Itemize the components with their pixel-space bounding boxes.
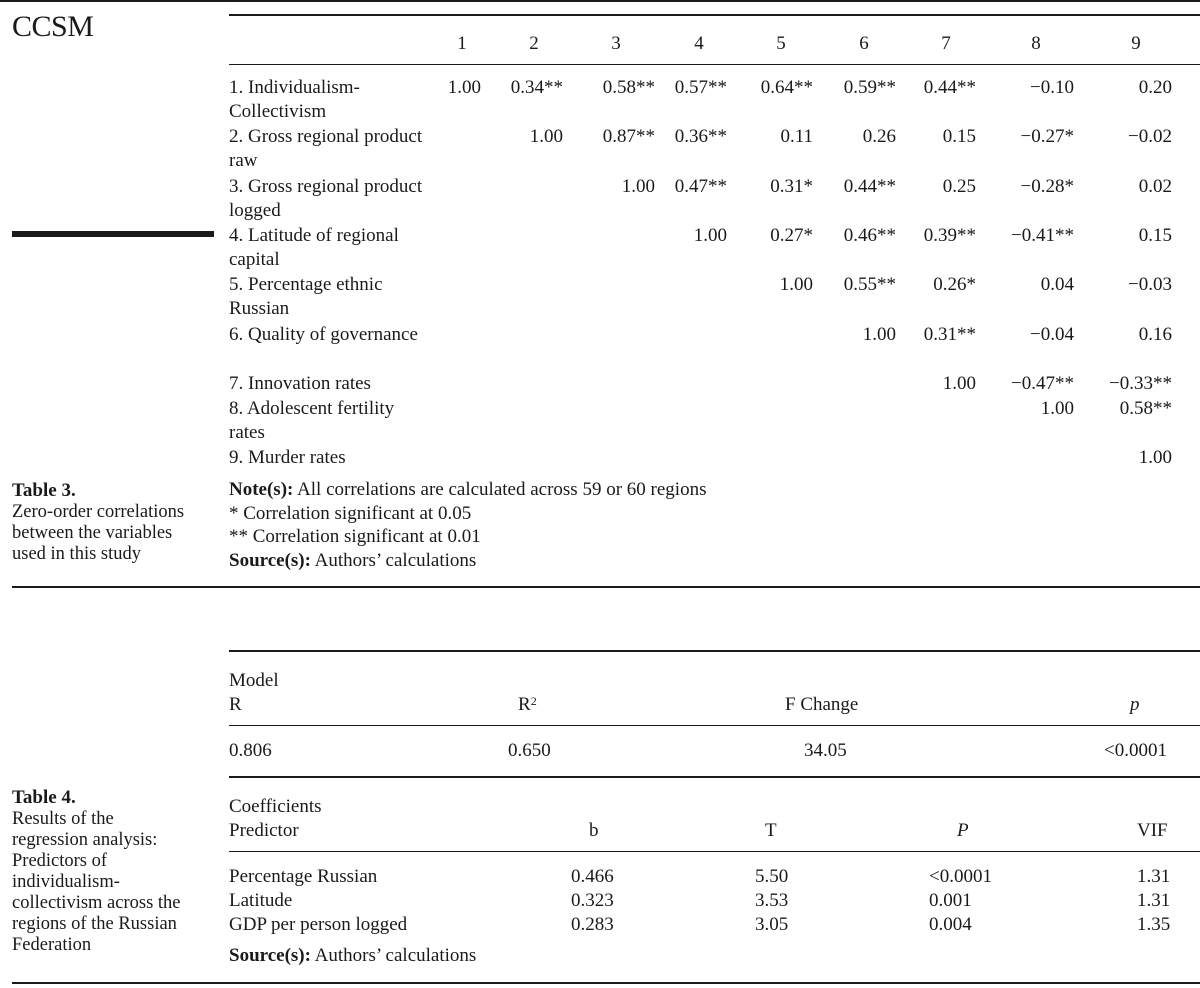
table3-note-text: All correlations are calculated across 59 or 60 regions	[293, 479, 707, 500]
table3-cell: 0.31**	[923, 324, 976, 345]
coef-cell-b: 0.283	[571, 914, 614, 935]
model-value-fchange: 34.05	[804, 740, 847, 761]
table3-cell: 0.59**	[843, 77, 896, 98]
table3-cell: 1.00	[447, 77, 481, 98]
coef-cell-vif: 1.31	[1137, 866, 1171, 887]
table3-cell: 1.00	[942, 373, 976, 394]
table3-caption	[12, 480, 184, 565]
coef-cell-t: 5.50	[755, 866, 789, 887]
table4-source	[229, 944, 476, 967]
coef-cell-p: <0.0001	[929, 866, 992, 887]
table3-row	[0, 224, 1200, 272]
table3-cell: 0.15	[1138, 225, 1172, 246]
table3-cell: 0.26	[862, 126, 896, 147]
table3-cell: 1.00	[529, 126, 563, 147]
table3-cell: 0.25	[942, 176, 976, 197]
table3-col-header: 4	[694, 33, 704, 54]
table3-cell: −0.03	[1128, 274, 1172, 295]
table3-row	[0, 397, 1200, 445]
coef-header-rule	[229, 851, 1200, 852]
table3-row	[0, 323, 1200, 371]
table4-source-label: Source(s):	[229, 945, 311, 966]
table3-note	[229, 478, 706, 501]
coef-header-t: T	[765, 820, 777, 841]
table3-cell: 0.55**	[843, 274, 896, 295]
coef-cell-vif: 1.35	[1137, 914, 1171, 935]
table3-col-header: 3	[611, 33, 621, 54]
table3-cell: −0.28*	[1020, 176, 1074, 197]
table3-row-label: 9. Murder rates	[229, 447, 346, 468]
model-bottom-rule	[229, 776, 1200, 778]
table4-caption-line: collectivism across the	[12, 893, 181, 913]
table3-cell: 0.02	[1138, 176, 1172, 197]
table3-row	[0, 125, 1200, 173]
table3-cell: 0.27*	[770, 225, 813, 246]
table3-cell: −0.27*	[1020, 126, 1074, 147]
table3-cell: 1.00	[693, 225, 727, 246]
table3-col-header: 9	[1131, 33, 1141, 54]
table3-cell: 1.00	[1040, 398, 1074, 419]
coef-cell-p: 0.004	[929, 914, 972, 935]
table3-row-label: 8. Adolescent fertility rates	[229, 398, 395, 443]
table4-caption-line: regions of the Russian	[12, 914, 177, 934]
coef-cell-b: 0.323	[571, 890, 614, 911]
table3-cell: 0.46**	[843, 225, 896, 246]
table3-cell: 1.00	[1138, 447, 1172, 468]
table3-cell: 0.04	[1040, 274, 1074, 295]
table3-caption-line: used in this study	[12, 544, 141, 564]
coef-header-b: b	[589, 820, 599, 841]
journal-name: CCSM	[12, 10, 94, 43]
coef-cell-vif: 1.31	[1137, 890, 1171, 911]
table3-header-rule	[229, 64, 1200, 65]
table4-caption-line: Federation	[12, 935, 92, 955]
table3-row-label: 2. Gross regional product raw	[229, 126, 423, 171]
table3-cell: 0.16	[1138, 324, 1172, 345]
table3-cell: 0.44**	[923, 77, 976, 98]
table3-row-label: 6. Quality of governance	[229, 324, 418, 345]
table3-cell: 0.47**	[674, 176, 727, 197]
model-value-r2: 0.650	[508, 740, 551, 761]
table4-caption-line: Predictors of	[12, 851, 108, 871]
model-label: Model	[229, 670, 279, 691]
table4-caption-line: regression analysis:	[12, 830, 158, 850]
table3-cell: −0.04	[1030, 324, 1074, 345]
table4-caption	[12, 787, 181, 956]
table3-cell: 0.36**	[674, 126, 727, 147]
model-value-r: 0.806	[229, 740, 272, 761]
table3-cell: 0.58**	[1119, 398, 1172, 419]
model-header-r2	[518, 693, 537, 717]
coef-cell-t: 3.05	[755, 914, 789, 935]
coef-cell-p: 0.001	[929, 890, 972, 911]
model-header-r: R	[229, 694, 242, 715]
table3-cell: 0.11	[780, 126, 813, 147]
table3-cell: 0.20	[1138, 77, 1172, 98]
table3-cell: 0.39**	[923, 225, 976, 246]
table4-top-rule	[229, 650, 1200, 652]
coef-header-predictor: Predictor	[229, 820, 299, 841]
table3-footnote-1: * Correlation significant at 0.05	[229, 503, 472, 524]
table3-row-label: 1. Individualism-Collectivism	[229, 77, 360, 122]
table3-cell: 0.44**	[843, 176, 896, 197]
table3-cell: 1.00	[862, 324, 896, 345]
table4-source-text: Authors’ calculations	[310, 945, 477, 966]
table3-cell: 0.87**	[602, 126, 655, 147]
table3-row	[0, 76, 1200, 124]
coef-header-vif: VIF	[1137, 820, 1168, 841]
table3-cell: −0.33**	[1109, 373, 1172, 394]
table3-col-header: 5	[776, 33, 786, 54]
model-header-r2-sup: 2	[530, 694, 537, 708]
table3-col-header: 1	[457, 33, 467, 54]
table3-row-label: 3. Gross regional product logged	[229, 176, 423, 221]
model-value-p: <0.0001	[1104, 740, 1167, 761]
coef-label: Coefficients	[229, 796, 322, 817]
table4-caption-line: individualism-	[12, 872, 120, 892]
table3-cell: 0.26*	[933, 274, 976, 295]
table3-source-label: Source(s):	[229, 550, 311, 571]
table4-bottom-rule	[12, 982, 1200, 984]
table3-cell: 0.64**	[760, 77, 813, 98]
coef-header-p: P	[957, 820, 969, 841]
model-header-rule	[229, 725, 1200, 726]
model-header-r2-base: R	[518, 694, 531, 715]
table4-caption-title: Table 4.	[12, 787, 76, 808]
model-header-p: p	[1130, 694, 1140, 715]
coef-cell-predictor: GDP per person logged	[229, 914, 408, 935]
table3-cell: 0.31*	[770, 176, 813, 197]
coef-cell-predictor: Latitude	[229, 890, 293, 911]
coef-cell-predictor: Percentage Russian	[229, 866, 378, 887]
table3-cell: −0.02	[1128, 126, 1172, 147]
table3-caption-line: between the variables	[12, 523, 173, 543]
table3-caption-line: Zero-order correlations	[12, 502, 185, 522]
table3-col-header: 6	[859, 33, 869, 54]
table3-cell: −0.41**	[1011, 225, 1074, 246]
table3-cell: −0.47**	[1011, 373, 1074, 394]
table3-cell: 1.00	[779, 274, 813, 295]
table3-row-label: 4. Latitude of regional capital	[229, 225, 399, 270]
table3-row-label: 5. Percentage ethnic Russian	[229, 274, 383, 319]
table3-cell: 1.00	[621, 176, 655, 197]
table3-col-header: 2	[529, 33, 539, 54]
table3-row-label: 7. Innovation rates	[229, 373, 371, 394]
coef-cell-t: 3.53	[755, 890, 789, 911]
table3-note-label: Note(s):	[229, 479, 294, 500]
table3-cell: −0.10	[1030, 77, 1074, 98]
table4-caption-line: Results of the	[12, 809, 114, 829]
table3-col-header: 7	[941, 33, 951, 54]
table3-cell: 0.57**	[674, 77, 727, 98]
model-header-fchange: F Change	[785, 694, 859, 715]
table3-bottom-rule	[12, 586, 1200, 588]
table3-col-header: 8	[1031, 33, 1041, 54]
table3-row	[0, 175, 1200, 223]
table3-source-text: Authors’ calculations	[310, 550, 477, 571]
table3-row	[0, 273, 1200, 321]
table3-header-row	[0, 32, 1200, 58]
table3-cell: 0.34**	[510, 77, 563, 98]
table3-caption-title: Table 3.	[12, 480, 76, 501]
coef-cell-b: 0.466	[571, 866, 614, 887]
table3-cell: 0.58**	[602, 77, 655, 98]
table3-cell: 0.15	[942, 126, 976, 147]
table3-source	[229, 549, 476, 572]
table3-footnote-2: ** Correlation significant at 0.01	[229, 526, 481, 547]
